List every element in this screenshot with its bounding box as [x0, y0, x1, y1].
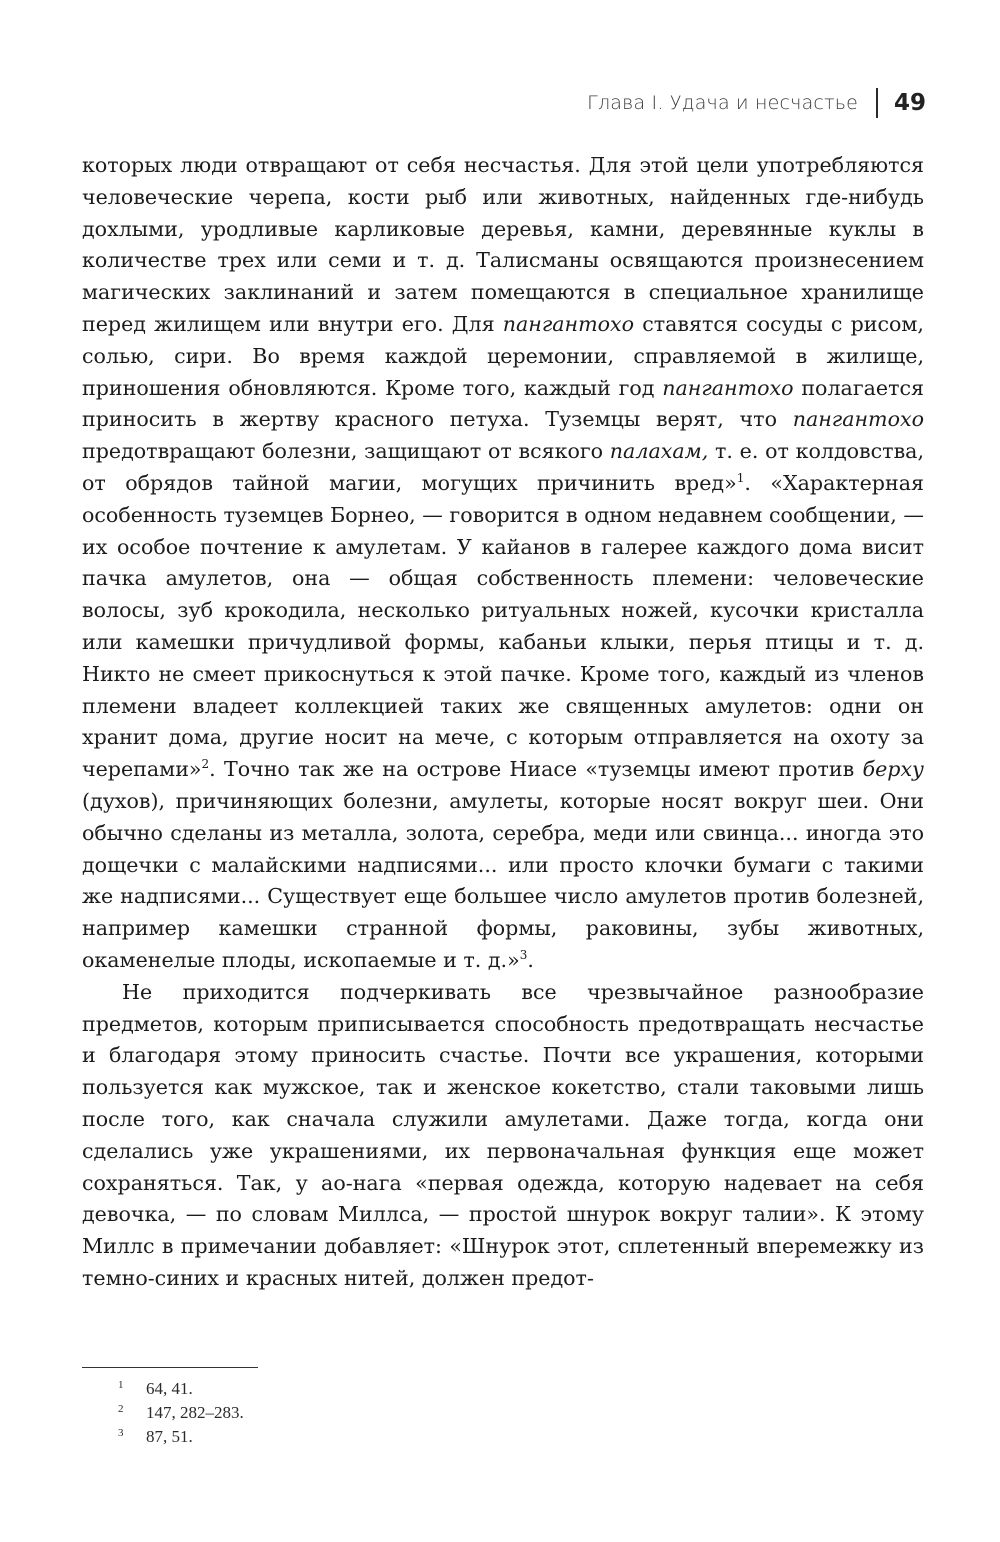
- text-segment: .: [527, 947, 534, 972]
- footnote-text: 147, 282–283.: [146, 1403, 244, 1422]
- text-segment: (духов), причиняющих болезни, амулеты, которые носят вокруг шеи. Они обычно сделаны из металла, золота, серебра, меди или свинца... иногда это дощечки с малайскими надписями... или просто клочки бумаги с такими же надписями... Существует еще большее число амулетов против болезней, например камешки странной формы, раковины, зубы животных, окаменелые плоды, ископаемые и т. д.»: [82, 788, 924, 972]
- footnote-ref-1: 1: [736, 471, 745, 486]
- running-head: [587, 86, 926, 120]
- footnote-mark: 3: [118, 1427, 124, 1439]
- footnote-text: 64, 41.: [146, 1379, 193, 1398]
- footnote-ref-2: 2: [201, 757, 210, 772]
- text-segment: т. е. от колдовства, от обрядов тайной магии, могущих причинить вред»: [82, 439, 924, 495]
- paragraph-2: Не приходится подчеркивать все чрезвычайное разнообразие предметов, которым приписывается способность предотвращать несчастье и благодаря этому приносить счастье. Почти все украшения, которыми пользуется как мужское, так и женское кокетство, стали таковыми лишь после того, как сначала служили амулетами. Даже тогда, когда они сделались уже украшениями, их первоначальная функция еще может сохраняться. Так, у ао-нага «первая одежда, которую надевает на себя девочка, — по словам Миллса, — простой шнурок вокруг талии». К этому Миллс в примечании добавляет: «Шнурок этот, сплетенный вперемежку из темно-синих и красных нитей, должен предот-: [82, 979, 924, 1290]
- text-segment: ставятся сосуды с рисом, солью, сири. Во время каждой церемонии, справляемой в жилище, приношения обновляются. Кроме того, каждый год: [82, 311, 924, 400]
- footnote-ref-3: 3: [519, 948, 528, 963]
- paragraph-1: [82, 150, 924, 977]
- footnote-item: [118, 1426, 244, 1450]
- italic-term: пангантохо: [662, 375, 794, 400]
- italic-term: пангантохо: [502, 311, 635, 336]
- footnote-mark: 1: [118, 1379, 124, 1391]
- text-segment: которых люди отвращают от себя несчастья. Для этой цели употребляются человеческие черепа, кости рыб или животных, найденных где-нибудь дохлыми, уродливые карликовые деревья, камни, деревянные куклы в количестве трех или семи и т. д. Талисманы освящаются произнесением магических заклинаний и затем помещаются в специальное хранилище перед жилищем или внутри его. Для: [82, 153, 924, 336]
- header-divider: [876, 88, 878, 118]
- italic-term: берху: [862, 757, 924, 782]
- italic-term: пангантохо: [792, 407, 924, 432]
- footnote-mark: 2: [118, 1403, 124, 1415]
- text-segment: . Точно так же на острове Ниасе «туземцы имеют против: [209, 757, 863, 782]
- footnote-text: 87, 51.: [146, 1427, 193, 1446]
- chapter-title: Глава I. Удача и несчастье: [587, 92, 858, 114]
- text-segment: полагается приносить в жертву красного петуха. Туземцы верят, что: [82, 375, 924, 432]
- footnotes: [118, 1378, 244, 1450]
- italic-term: палахам,: [609, 439, 709, 464]
- body-text: [82, 150, 924, 1295]
- footnote-divider: [82, 1367, 258, 1368]
- text-segment: . «Характерная особенность туземцев Борнео, — говорится в одном недавнем сообщении, — их особое почтение к амулетам. У кайанов в галерее каждого дома висит пачка амулетов, она — общая собственность племени: человеческие волосы, зуб крокодила, несколько ритуальных ножей, кусочки кристалла или камешки причудливой формы, кабаньи клыки, перья птицы и т. д. Никто не смеет прикоснуться к этой пачке. Кроме того, каждый из членов племени владеет коллекцией таких же священных амулетов: одни он хранит дома, другие носит на мече, с которым отправляется на охоту за черепами»: [82, 470, 924, 782]
- text-segment: предотвращают болезни, защищают от всякого: [82, 439, 610, 464]
- page-number: 49: [893, 90, 926, 116]
